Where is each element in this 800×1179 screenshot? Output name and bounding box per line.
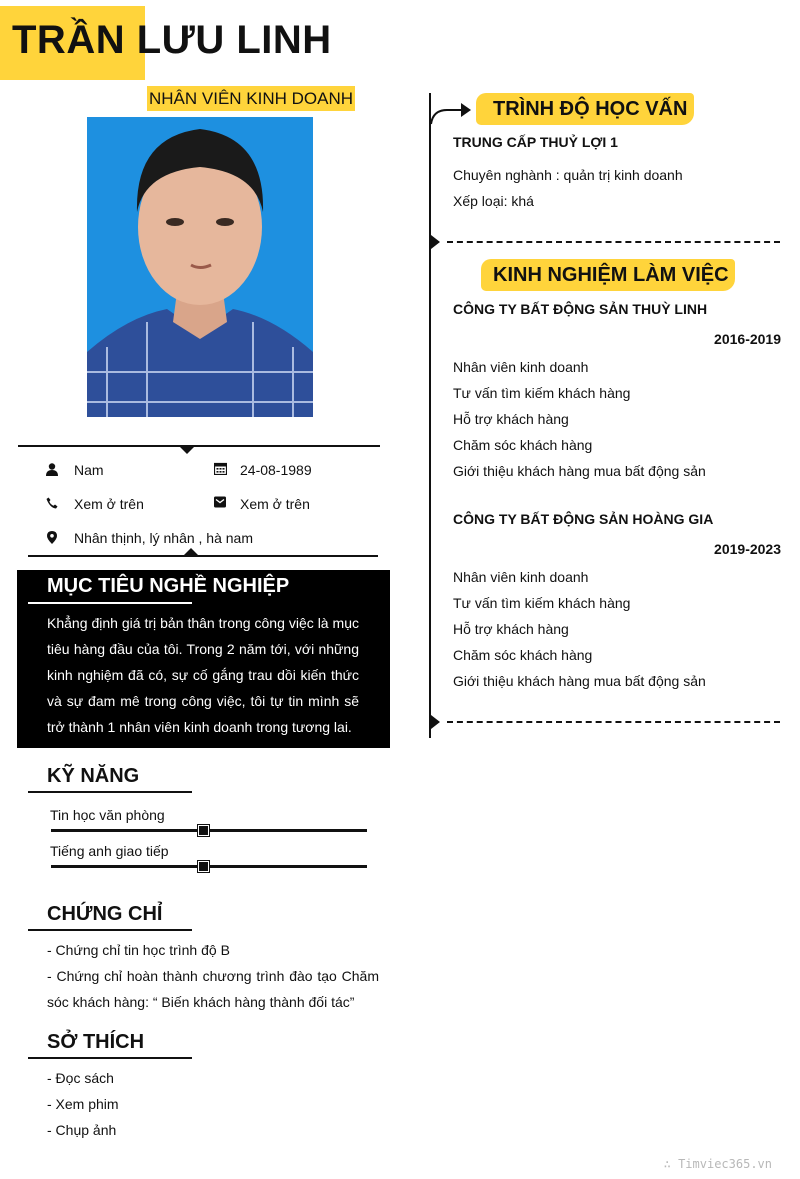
job-duty: Chăm sóc khách hàng xyxy=(453,437,593,453)
certificates-title-underline xyxy=(28,929,192,931)
job-years: 2016-2019 xyxy=(714,331,781,347)
gender-value: Nam xyxy=(74,462,104,478)
divider-arrow-up xyxy=(183,548,199,556)
education-detail: Xếp loại: khá xyxy=(453,193,534,209)
timeline-marker xyxy=(431,235,440,249)
hobby-item: - Chụp ảnh xyxy=(47,1122,117,1138)
job-duty: Nhân viên kinh doanh xyxy=(453,569,589,585)
education-title: TRÌNH ĐỘ HỌC VẤN xyxy=(493,98,688,120)
skill-label: Tiếng anh giao tiếp xyxy=(50,843,169,859)
objective-title-underline xyxy=(28,602,192,604)
objective-text: Khẳng định giá trị bản thân trong công việc là mục tiêu hàng đầu của tôi. Trong 2 năm tới, với những kinh nghiệm đã có, sự cố gắng trau dồi kiến thức và sự đam mê trong công việc, tôi tự tin mình sẽ trở thành 1 nhân viên kinh doanh trong tương lai. xyxy=(47,615,359,735)
calendar-icon xyxy=(213,461,227,475)
job-duty: Hỗ trợ khách hàng xyxy=(453,621,569,637)
envelope-icon xyxy=(213,495,227,509)
skill-level-bar xyxy=(51,865,367,868)
certificate-item: - Chứng chỉ hoàn thành chương trình đào tạo Chăm sóc khách hàng: “ Biến khách hàng thành đối tác” xyxy=(47,968,379,1010)
job-title: NHÂN VIÊN KINH DOANH xyxy=(147,86,355,111)
phone-value: Xem ở trên xyxy=(74,496,144,512)
birthday-value: 24-08-1989 xyxy=(240,462,312,478)
school-name: TRUNG CẤP THUỶ LỢI 1 xyxy=(453,134,618,150)
hobby-item: - Xem phim xyxy=(47,1096,119,1112)
address-value: Nhân thịnh, lý nhân , hà nam xyxy=(74,530,254,546)
section-dashed-divider xyxy=(447,241,780,243)
company-name: CÔNG TY BẤT ĐỘNG SẢN THUỲ LINH xyxy=(453,301,708,317)
job-duty: Tư vấn tìm kiếm khách hàng xyxy=(453,385,631,401)
company-name: CÔNG TY BẤT ĐỘNG SẢN HOÀNG GIA xyxy=(453,511,714,527)
certificate-item: - Chứng chỉ tin học trình độ B xyxy=(47,942,230,958)
skills-title-underline xyxy=(28,791,192,793)
candidate-name: TRẦN LƯU LINH xyxy=(12,18,332,62)
experience-title: KINH NGHIỆM LÀM VIỆC xyxy=(493,264,729,286)
hobby-item: - Đọc sách xyxy=(47,1070,114,1086)
email-value: Xem ở trên xyxy=(240,496,310,512)
job-duty: Giới thiệu khách hàng mua bất động sản xyxy=(453,463,706,479)
profile-photo xyxy=(87,117,313,417)
skill-label: Tin học văn phòng xyxy=(50,807,165,823)
hobbies-title: SỞ THÍCH xyxy=(47,1031,145,1053)
section-dashed-divider xyxy=(447,721,780,723)
certificates-title: CHỨNG CHỈ xyxy=(47,903,163,925)
timeline-arrow-icon xyxy=(431,100,473,131)
skill-level-marker xyxy=(198,825,209,836)
watermark: ∴ Timviec365.vn xyxy=(663,1157,772,1171)
job-duty: Nhân viên kinh doanh xyxy=(453,359,589,375)
job-duty: Tư vấn tìm kiếm khách hàng xyxy=(453,595,631,611)
timeline-line xyxy=(429,93,431,738)
info-top-divider xyxy=(18,445,380,447)
skill-level-marker xyxy=(198,861,209,872)
education-detail: Chuyên nghành : quản trị kinh doanh xyxy=(453,167,683,183)
job-years: 2019-2023 xyxy=(714,541,781,557)
timeline-marker xyxy=(431,715,440,729)
user-icon xyxy=(45,462,59,476)
job-duty: Chăm sóc khách hàng xyxy=(453,647,593,663)
phone-icon xyxy=(45,496,59,510)
skill-level-bar xyxy=(51,829,367,832)
objective-title: MỤC TIÊU NGHỀ NGHIỆP xyxy=(47,575,290,597)
hobbies-title-underline xyxy=(28,1057,192,1059)
portrait-illustration xyxy=(87,117,313,417)
job-duty: Hỗ trợ khách hàng xyxy=(453,411,569,427)
info-bottom-divider xyxy=(28,555,378,557)
divider-arrow-down xyxy=(179,446,195,454)
job-duty: Giới thiệu khách hàng mua bất động sản xyxy=(453,673,706,689)
map-pin-icon xyxy=(45,530,59,544)
skills-title: KỸ NĂNG xyxy=(47,765,140,787)
